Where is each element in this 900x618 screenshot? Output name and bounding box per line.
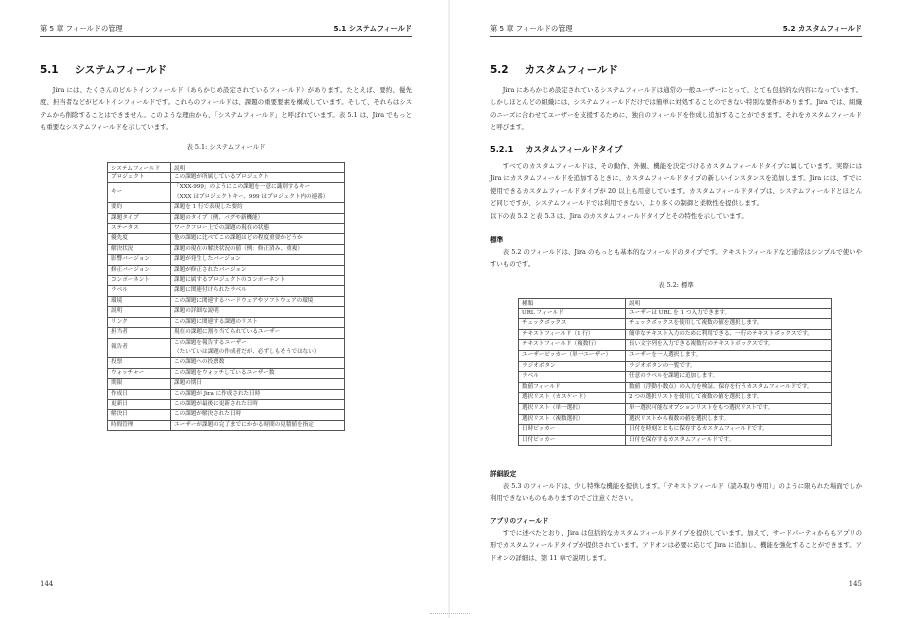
field-name-cell: 日付ピッカー bbox=[519, 435, 626, 446]
table-row bbox=[519, 350, 832, 361]
page-number: 144 bbox=[40, 580, 54, 588]
field-description-cell: 2 つの選択リストを使用して複数の値を選択します。 bbox=[626, 393, 832, 404]
field-description-cell: 課題の現在の解決状況の値（例：修正済み、重複） bbox=[171, 244, 345, 254]
field-name-cell: 担当者 bbox=[108, 328, 171, 338]
field-description-cell: 課題に関連付けられたラベル bbox=[171, 286, 345, 296]
field-name-cell: 選択リスト（カスケード） bbox=[519, 393, 626, 404]
field-description-cell: ユーザーが課題の完了までにかかる時間の見積値を指定 bbox=[171, 420, 345, 430]
table-row bbox=[519, 393, 832, 404]
standard-heading: 標準 bbox=[490, 236, 504, 244]
running-head-section: 5.1 システムフィールド bbox=[333, 24, 412, 33]
field-name-cell: 影響バージョン bbox=[108, 255, 171, 265]
field-description-cell: ユーザーを一人選択します。 bbox=[626, 350, 832, 361]
field-name-cell: ウォッチャー bbox=[108, 368, 171, 378]
field-description-cell: 他の課題に比べてこの課題はどの程度重要かどうか bbox=[171, 234, 345, 244]
field-name-cell: リンク bbox=[108, 317, 171, 327]
table-header-cell: 説明 bbox=[171, 163, 345, 173]
field-description-cell: 課題のタイプ（例、バグや新機能） bbox=[171, 213, 345, 223]
field-description-cell: 課題が修正されたバージョン bbox=[171, 265, 345, 275]
table-row bbox=[108, 234, 345, 244]
running-head-chapter: 第 5 章 フィールドの管理 bbox=[490, 24, 573, 33]
table-header-row bbox=[108, 163, 345, 173]
field-description-cell: この課題に関連するハードウェアやソフトウェアの環境 bbox=[171, 296, 345, 306]
system-fields-table bbox=[107, 162, 345, 431]
field-description-cell: この課題に関連する課題のリスト bbox=[171, 317, 345, 327]
table-row bbox=[108, 379, 345, 389]
field-name-cell: 選択リスト（単一選択） bbox=[519, 403, 626, 414]
field-description-cell: 課題の期日 bbox=[171, 379, 345, 389]
field-name-cell: 期限 bbox=[108, 379, 171, 389]
field-description-cell: この課題が最後に更新された日時 bbox=[171, 399, 345, 409]
field-name-cell: 選択リスト（複数選択） bbox=[519, 414, 626, 425]
field-name-cell: ラベル bbox=[108, 286, 171, 296]
field-name-cell: ステータス bbox=[108, 224, 171, 234]
field-description-cell: 日付を時刻とともに保存するカスタムフィールドです。 bbox=[626, 425, 832, 436]
running-head-chapter: 第 5 章 フィールドの管理 bbox=[40, 24, 123, 33]
table-row bbox=[519, 382, 832, 393]
header-rule bbox=[40, 36, 412, 37]
table-row bbox=[108, 224, 345, 234]
intro-paragraph: Jira にあらかじめ設定されているシステムフィールドは通常の一般ユーザーにとって、とても包括的な内容になっています。しかしほとんどの組織には、システムフィールドだけでは簡単に対処することのできない特別な要件があります。Jira では、組織のニーズに合わせてユーザーを支援するために、独自のフィールドを作成し追加することができます。それをカスタムフィールドと呼びます。 bbox=[490, 86, 862, 132]
table-row bbox=[108, 389, 345, 399]
table-row bbox=[519, 340, 832, 351]
running-head-section: 5.2 カスタムフィールド bbox=[782, 24, 862, 33]
details-heading: 詳細設定 bbox=[490, 470, 517, 478]
field-description-cell: 課題を 1 行で表現した要約 bbox=[171, 203, 345, 213]
field-name-cell: 課題タイプ bbox=[108, 213, 171, 223]
subsection-heading: 5.2.1 カスタムフィールドタイプ bbox=[490, 144, 623, 154]
field-name-cell: ラベル bbox=[519, 372, 626, 383]
field-description-cell: 選択リストから複数の値を選択します。 bbox=[626, 414, 832, 425]
table-row bbox=[519, 425, 832, 436]
field-description-cell: この課題が解決された日時 bbox=[171, 410, 345, 420]
table-caption: 表 5.1: システムフィールド bbox=[186, 143, 266, 151]
field-description-cell: ワークフロー上での課題の現在の状態 bbox=[171, 224, 345, 234]
table-caption: 表 5.2: 標準 bbox=[658, 281, 694, 289]
field-name-cell: テキストフィールド（1 行） bbox=[519, 329, 626, 340]
field-description-cell: 課題が発生したバージョン bbox=[171, 255, 345, 265]
field-name-cell: 要約 bbox=[108, 203, 171, 213]
table-header-cell: 種類 bbox=[519, 299, 626, 309]
field-description-cell: 課題の詳細な説明 bbox=[171, 307, 345, 317]
table-row bbox=[519, 319, 832, 330]
field-description-cell: 数値（浮動小数点）の入力を検証、保存を行うカスタムフィールドです。 bbox=[626, 382, 832, 393]
table-row bbox=[108, 286, 345, 296]
field-description-cell: 単一選択可能なオプションリストをもつ選択リストです。 bbox=[626, 403, 832, 414]
field-description-cell: 課題に属するプロジェクトのコンポーネント bbox=[171, 276, 345, 286]
table-row bbox=[108, 183, 345, 203]
table-row bbox=[519, 414, 832, 425]
field-description-cell: ユーザーは URL を 1 つ入力できます。 bbox=[626, 308, 832, 319]
field-name-cell: 投票 bbox=[108, 358, 171, 368]
intro-paragraph: Jira には、たくさんのビルトインフィールド（あらかじめ設定されているフィールド）があります。たとえば、要約、優先度、担当者などがビルトインフィールドです。これらのフィールドは、課題の重要要素を構成しています。そして、それらはシステムから削除することはできません。このような理由から、「システムフィールド」と呼ばれています。表 5.1 は、Jira でもっとも重要なシステムフィールドを示しています。 bbox=[40, 86, 412, 132]
table-row bbox=[108, 420, 345, 430]
table-row bbox=[108, 338, 345, 358]
field-name-cell: 数値フィールド bbox=[519, 382, 626, 393]
table-row bbox=[108, 265, 345, 275]
table-row bbox=[108, 203, 345, 213]
section-heading: 5.1 システムフィールド bbox=[40, 64, 168, 76]
field-name-cell: コンポーネント bbox=[108, 276, 171, 286]
field-name-cell: 日時ピッカー bbox=[519, 425, 626, 436]
table-row bbox=[519, 372, 832, 383]
table-row bbox=[108, 307, 345, 317]
field-name-cell: 更新日 bbox=[108, 399, 171, 409]
field-description-cell: 簡単なテキスト入力のために利用できる、一行のテキストボックスです。 bbox=[626, 329, 832, 340]
table-row bbox=[519, 361, 832, 372]
field-description-cell: チェックボックスを使用して複数の値を選択します。 bbox=[626, 319, 832, 330]
page-number: 145 bbox=[848, 580, 862, 588]
field-description-cell: 任意のラベルを課題に追加します。 bbox=[626, 372, 832, 383]
field-name-cell: 解決日 bbox=[108, 410, 171, 420]
field-name-cell: 作成日 bbox=[108, 389, 171, 399]
field-description-cell: 「XXX-999」のようにこの課題を一意に識別するキー （XXX はプロジェクトキー、999 はプロジェクト内の連番） bbox=[171, 183, 345, 203]
table-row bbox=[108, 173, 345, 183]
field-name-cell: 解決状況 bbox=[108, 244, 171, 254]
table-row bbox=[108, 399, 345, 409]
table-row bbox=[108, 328, 345, 338]
field-name-cell: 優先度 bbox=[108, 234, 171, 244]
table-row bbox=[108, 368, 345, 378]
table-row bbox=[108, 244, 345, 254]
details-paragraph: 表 5.3 のフィールドは、少し特殊な機能を提供します。「テキストフィールド（読み取り専用）」のように限られた場面でしか利用できないものもありますのでご注意ください。 bbox=[490, 482, 862, 503]
field-name-cell: 報告者 bbox=[108, 338, 171, 358]
field-description-cell: この課題が所属しているプロジェクト bbox=[171, 173, 345, 183]
field-name-cell: ユーザーピッカー（単一ユーザー） bbox=[519, 350, 626, 361]
table-row bbox=[108, 317, 345, 327]
table-row bbox=[108, 358, 345, 368]
field-description-cell: ラジオボタンの一覧です。 bbox=[626, 361, 832, 372]
field-description-cell: この課題をウォッチしているユーザー数 bbox=[171, 368, 345, 378]
table-header-cell: システムフィールド bbox=[108, 163, 171, 173]
right-page bbox=[450, 0, 900, 618]
field-name-cell: テキストフィールド（複数行） bbox=[519, 340, 626, 351]
field-description-cell: この課題を報告するユーザー （たいていは課題の作成者だが、必ずしもそうではない） bbox=[171, 338, 345, 358]
field-name-cell: 修正バージョン bbox=[108, 265, 171, 275]
table-row bbox=[108, 296, 345, 306]
field-name-cell: 環境 bbox=[108, 296, 171, 306]
field-name-cell: 説明 bbox=[108, 307, 171, 317]
app-fields-heading: アプリのフィールド bbox=[490, 517, 549, 525]
field-description-cell: 日付を保存するカスタムフィールドです。 bbox=[626, 435, 832, 446]
field-description-cell: この課題が Jira に作成された日時 bbox=[171, 389, 345, 399]
table-row bbox=[519, 435, 832, 446]
table-row bbox=[108, 255, 345, 265]
field-description-cell: 現在の課題に割り当てられているユーザー bbox=[171, 328, 345, 338]
table-row bbox=[108, 213, 345, 223]
table-header-row bbox=[519, 299, 832, 309]
table-header-cell: 説明 bbox=[626, 299, 832, 309]
field-name-cell: URL フィールド bbox=[519, 308, 626, 319]
header-rule bbox=[490, 36, 862, 37]
table-row bbox=[108, 276, 345, 286]
field-name-cell: ラジオボタン bbox=[519, 361, 626, 372]
field-name-cell: キー bbox=[108, 183, 171, 203]
field-name-cell: チェックボックス bbox=[519, 319, 626, 330]
app-fields-paragraph: すでに述べたとおり、Jira は包括的なカスタムフィールドタイプを提供しています。加えて、サードパーティからもアプリの形でカスタムフィールドタイプが提供されています。アドオンは必要に応じて Jira に追加し、機能を強化することができます。アドオンの詳細は、第 11 章で説明します。 bbox=[490, 529, 862, 562]
field-name-cell: 時間管理 bbox=[108, 420, 171, 430]
table-row bbox=[519, 329, 832, 340]
page-fold-mark bbox=[430, 613, 470, 614]
custom-field-types-paragraph: すべてのカスタムフィールドは、その動作、外観、機能を決定づけるカスタムフィールドタイプに属しています。実際には Jira にカスタムフィールドを追加するときに、カスタムフィールドタイプの新しいインスタンスを追加します。Jira には、すでに使用できるカスタムフィールドタイプが 20 以上も用意しています。カスタムフィールドタイプは、システムフィールドとほとんど同じですが、システムフィールドでは利用できない、より多くの制御と柔軟性を提供します。 以下の表 5.2 と表 5.3 は、Jira のカスタムフィールドタイプとその特性を示しています。 bbox=[490, 162, 862, 220]
field-description-cell: この課題への投票数 bbox=[171, 358, 345, 368]
standard-fields-table bbox=[518, 298, 832, 446]
field-name-cell: プロジェクト bbox=[108, 173, 171, 183]
field-description-cell: 長い文字列を入力できる複数行のテキストボックスです。 bbox=[626, 340, 832, 351]
table-row bbox=[108, 410, 345, 420]
table-row bbox=[519, 308, 832, 319]
table-row bbox=[519, 403, 832, 414]
standard-paragraph: 表 5.2 のフィールドは、Jira のもっとも基本的なフィールドのタイプです。テキストフィールドなど通常はシンプルで使いやすいものです。 bbox=[490, 248, 862, 269]
section-heading: 5.2 カスタムフィールド bbox=[490, 64, 619, 76]
